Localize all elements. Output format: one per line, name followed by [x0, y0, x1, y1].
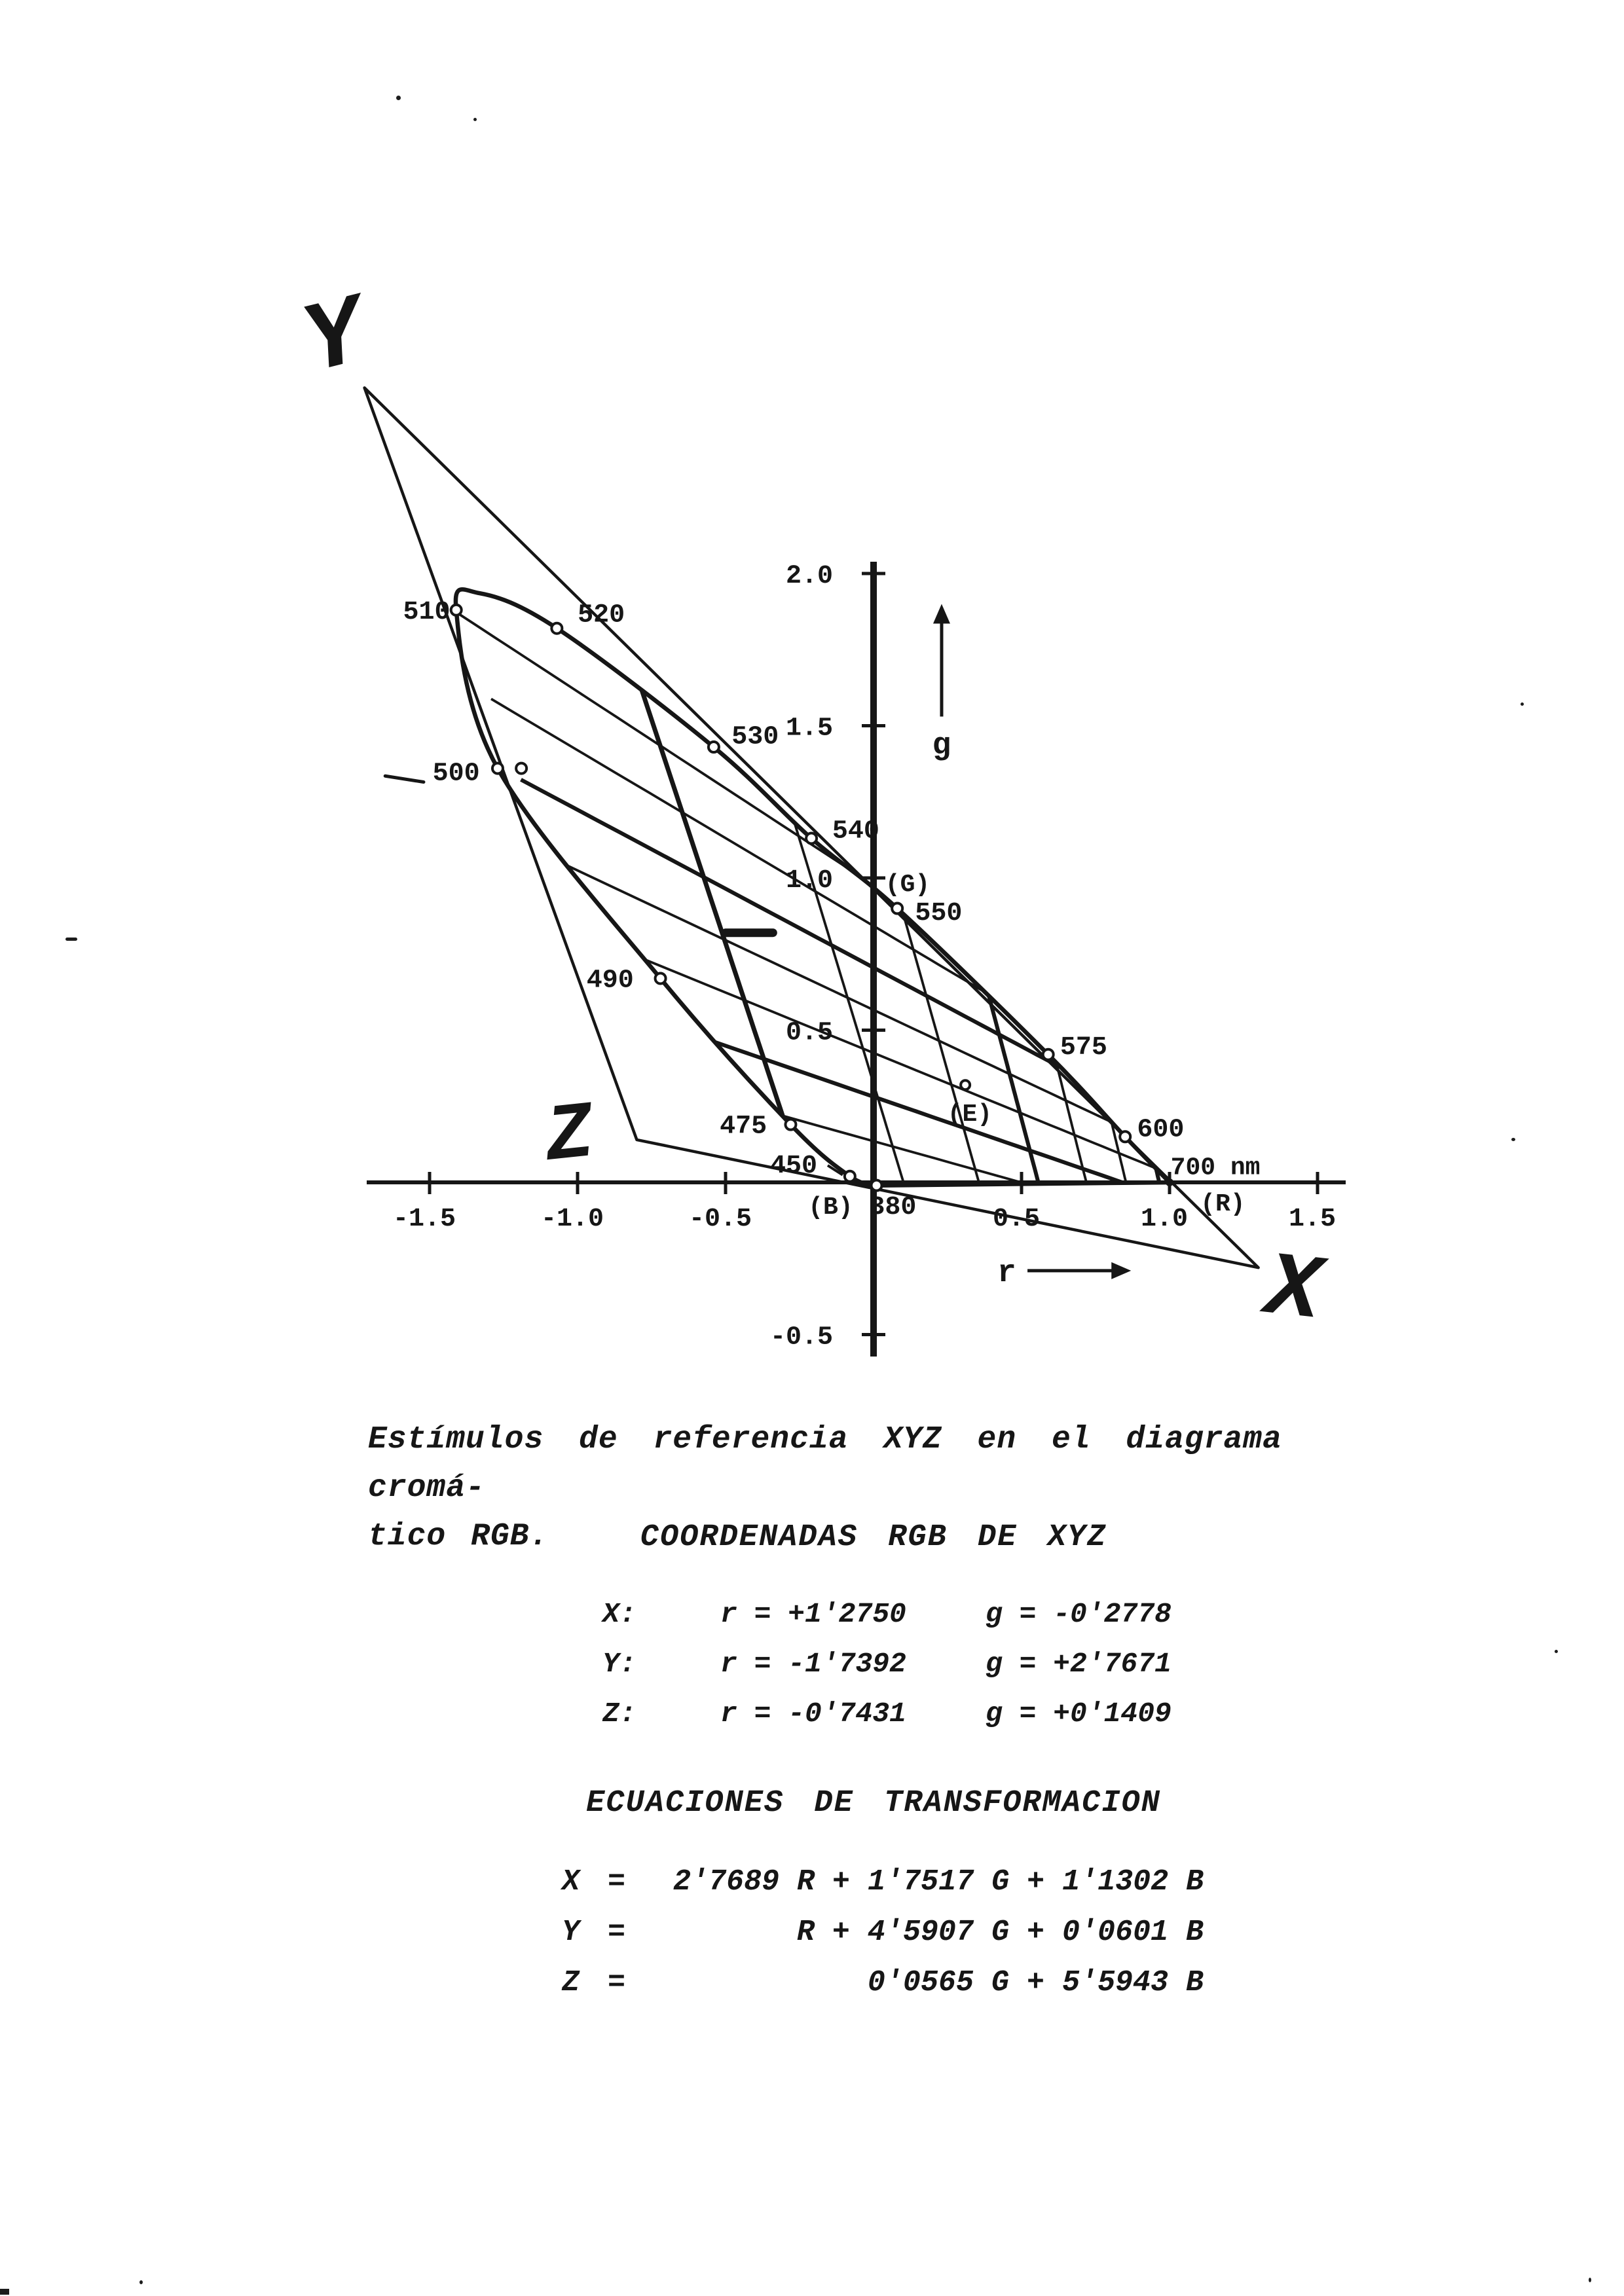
ink-dash-mark [385, 776, 424, 782]
scan-speck [1555, 1650, 1558, 1653]
chromaticity-diagram [262, 275, 1414, 1401]
equal-energy-marker [961, 1080, 970, 1089]
wavelength-marker [551, 623, 562, 634]
wavelength-marker [451, 605, 462, 615]
coordinate-g-value: g = -0'2778 [986, 1598, 1172, 1630]
point-label: (B) [808, 1193, 853, 1222]
wavelength-label: 450 [769, 1152, 817, 1182]
wavelength-label: 530 [731, 722, 779, 752]
g-axis-tick-label: 1.5 [785, 714, 833, 744]
wavelength-label: 520 [578, 600, 625, 630]
equation-variable: Y [562, 1916, 580, 1949]
wavelength-marker [845, 1171, 855, 1182]
r-axis-tick-label: -1.5 [392, 1205, 456, 1234]
g-axis-tick-label: 0.5 [785, 1018, 833, 1048]
coordinates-table [602, 1590, 1172, 1739]
equation-body: 2'7689 R + 1'7517 G + 1'1302 B [673, 1865, 1204, 1899]
handwritten-y-label: Y [292, 278, 377, 401]
equations-block [562, 1857, 1204, 2008]
coordinates-title: COORDENADAS RGB DE XYZ [640, 1520, 1107, 1555]
equation-row-y [562, 1907, 1204, 1958]
wavelength-label: 500 [432, 759, 480, 789]
g-axis-tick-label: -0.5 [769, 1322, 833, 1353]
point-label: (E) [947, 1101, 993, 1129]
wavelength-marker [516, 763, 526, 774]
wavelength-label: 600 [1137, 1115, 1185, 1145]
coordinate-r-value: r = +1'2750 [720, 1598, 906, 1630]
wavelength-marker [872, 1180, 882, 1191]
equals-sign: = [608, 1966, 626, 1999]
coordinate-label: Y: [602, 1648, 637, 1680]
coordinate-label: Z: [602, 1698, 637, 1730]
wavelength-label: 475 [720, 1112, 767, 1142]
point-label: (R) [1200, 1190, 1246, 1219]
coordinate-row-y [602, 1639, 1172, 1689]
equation-body: R + 4'5907 G + 0'0601 B [796, 1916, 1204, 1949]
wavelength-label: 490 [586, 966, 634, 996]
handwritten-z-label: Z [540, 1088, 599, 1184]
wavelength-label: 540 [832, 816, 879, 847]
scan-speck [1511, 1138, 1515, 1141]
equation-row-x [562, 1857, 1204, 1907]
equals-sign: = [608, 1865, 626, 1899]
coordinate-r-value: r = -1'7392 [720, 1648, 906, 1680]
r-arrow-label: r [997, 1255, 1016, 1291]
equation-body: 0'0565 G + 5'5943 B [867, 1966, 1204, 1999]
r-arrowhead-icon [1111, 1262, 1131, 1279]
scan-speck [473, 118, 477, 121]
wavelength-label: 550 [915, 899, 963, 929]
wavelength-label: 380 [869, 1192, 917, 1222]
wavelength-marker [655, 973, 666, 983]
point-label: (G) [885, 870, 931, 899]
caption-line1: Estímulos de referencia XYZ en el diagrama cromá- [368, 1422, 1282, 1506]
caption-line2: tico RGB. [368, 1519, 549, 1554]
coordinate-label: X: [602, 1598, 637, 1630]
r-axis-tick-label: 1.5 [1288, 1205, 1337, 1234]
r-axis-tick-label: -0.5 [688, 1205, 752, 1234]
wavelength-marker [709, 742, 719, 752]
g-arrowhead-icon [933, 604, 950, 624]
scan-speck [396, 96, 401, 100]
scan-mark [0, 2289, 9, 2295]
wavelength-marker [806, 833, 817, 844]
equals-sign: = [608, 1916, 626, 1949]
r-axis-tick-label: 1.0 [1140, 1205, 1189, 1234]
g-axis-tick-label: 1.0 [785, 866, 833, 896]
xyz-mesh-grid [394, 435, 1229, 1262]
equation-row-z [562, 1958, 1204, 2008]
wavelength-marker [1043, 1049, 1054, 1060]
point-label: 700 nm [1170, 1154, 1261, 1182]
scan-mark [65, 938, 77, 941]
wavelength-label: 510 [403, 597, 451, 627]
coordinate-g-value: g = +0'1409 [986, 1698, 1172, 1730]
handwritten-x-label: X [1261, 1237, 1326, 1345]
g-arrow-label: g [932, 728, 951, 764]
wavelength-marker [1120, 1131, 1130, 1142]
equations-title: ECUACIONES DE TRANSFORMACION [586, 1786, 1161, 1821]
scan-speck [1521, 702, 1524, 706]
r-axis-tick-label: 0.5 [992, 1205, 1041, 1234]
coordinate-row-z [602, 1689, 1172, 1739]
wavelength-label: 575 [1060, 1032, 1107, 1063]
equation-variable: Z [562, 1966, 580, 1999]
wavelength-marker [785, 1120, 796, 1130]
scan-speck [139, 2280, 143, 2284]
coordinate-g-value: g = +2'7671 [986, 1648, 1172, 1680]
coordinate-row-x [602, 1590, 1172, 1639]
wavelength-marker [892, 903, 902, 914]
g-axis-tick-label: 2.0 [785, 562, 833, 591]
equation-variable: X [562, 1865, 580, 1899]
scan-speck [1589, 2278, 1591, 2282]
r-axis-tick-label: -1.0 [540, 1205, 604, 1234]
wavelength-marker [492, 763, 503, 774]
coordinate-r-value: r = -0'7431 [720, 1698, 906, 1730]
